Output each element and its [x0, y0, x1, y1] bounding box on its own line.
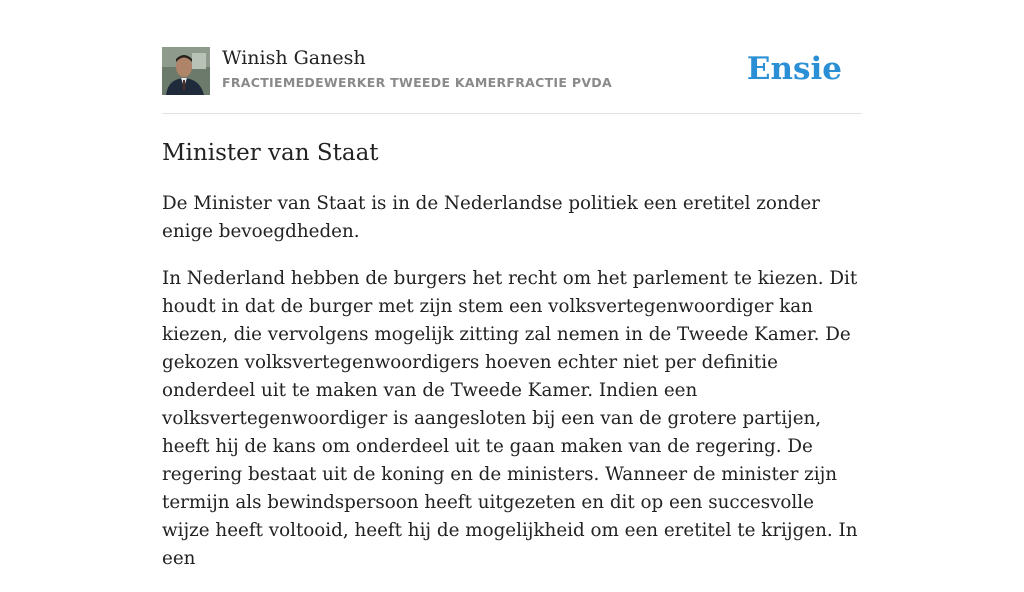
author-name[interactable]: Winish Ganesh [222, 47, 366, 69]
page-title: Minister van Staat [162, 140, 379, 166]
article-paragraph: In Nederland hebben de burgers het recht om het parlement te kiezen. Dit houdt in dat de burger met zijn stem een volksvertegenwoordiger kan kiezen, die vervolgens mogelijk zitting zal nemen in de Tweede Kamer. De gekozen volksvertegenwoordigers hoeven echter niet per definitie onderdeel uit te maken van de Tweede Kamer. Indien een volksvertegenwoordiger is aangesloten bij een van de grotere partijen, heeft hij de kans om onderdeel uit te gaan maken van de regering. De regering bestaat uit de koning en de ministers. Wanneer de minister zijn termijn als bewindspersoon heeft uitgezeten en dit op een succesvolle wijze heeft voltooid, heeft hij de mogelijkheid om een eretitel te krijgen. In een [162, 268, 858, 569]
author-avatar[interactable] [162, 47, 210, 95]
article-paragraph: De Minister van Staat is in de Nederlandse politiek een eretitel zonder enige bevoegdheden. [162, 193, 820, 242]
author-header [162, 0, 862, 114]
article-body [162, 190, 862, 592]
ensie-logo-link[interactable]: Ensie [746, 51, 842, 87]
article-column [162, 0, 862, 569]
profile-photo-icon [162, 47, 210, 95]
author-role: FRACTIEMEDEWERKER TWEEDE KAMERFRACTIE PVDA [222, 75, 612, 90]
